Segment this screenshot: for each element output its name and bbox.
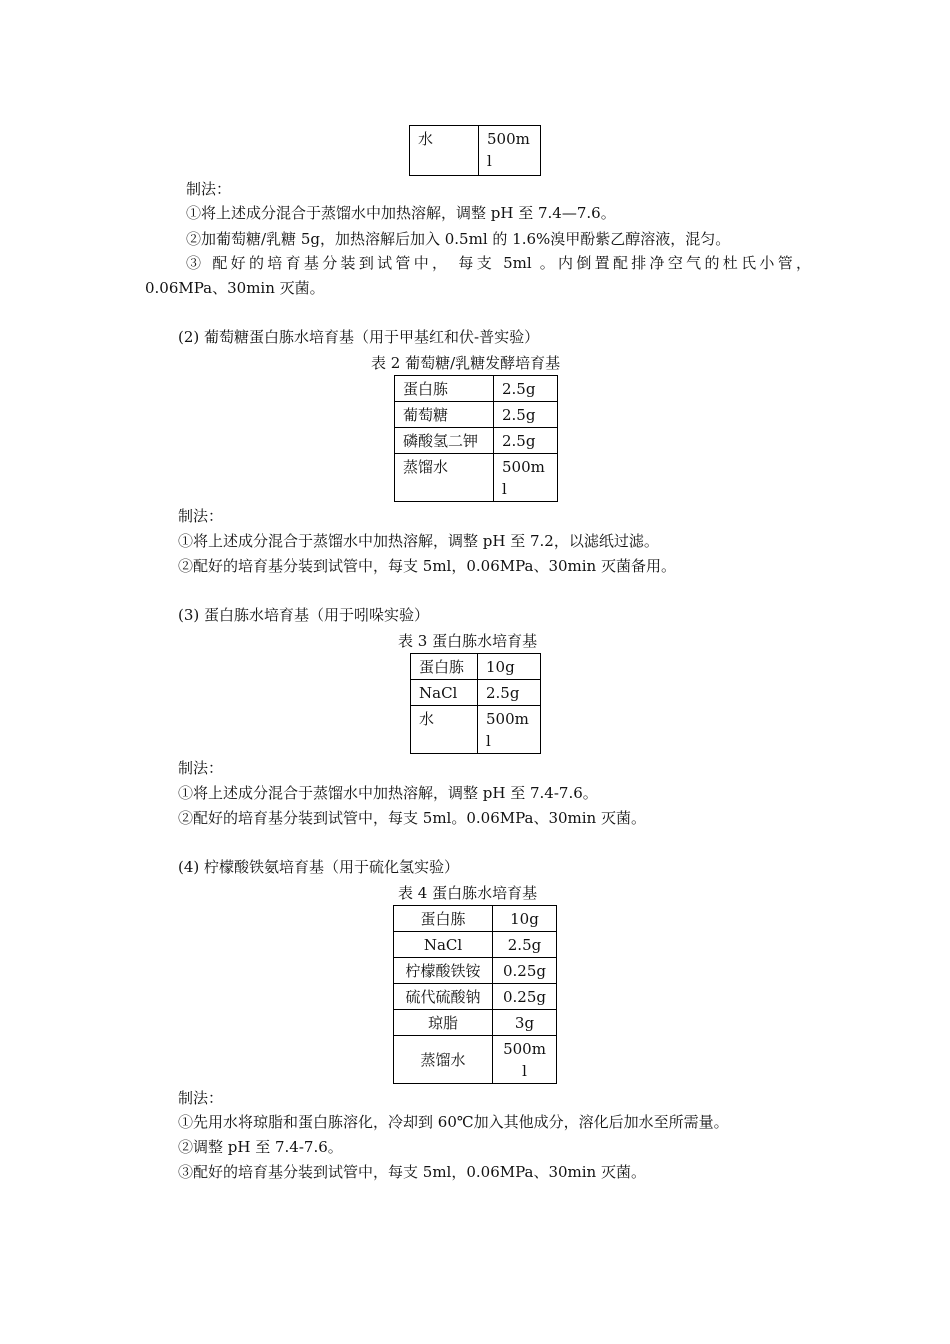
method-step: ①将上述成分混合于蒸馏水中加热溶解，调整 pH 至 7.4-7.6。 [178,784,598,802]
table-row [394,1010,557,1036]
table-cell: 蛋白胨 [411,654,478,680]
section-heading: (2) 葡萄糖蛋白胨水培育基（用于甲基红和伏-普实验） [178,328,540,346]
table-cell: 0.25g [493,984,557,1010]
method-label: 制法： [186,180,232,198]
table-cell: 0.25g [493,958,557,984]
table-row [395,402,558,428]
table-cell: 10g [493,906,557,932]
method-step: ②配好的培育基分装到试管中，每支 5ml，0.06MPa、30min 灭菌备用。 [178,557,676,575]
method-step: 0.06MPa、30min 灭菌。 [145,279,325,297]
method-step: ①先用水将琼脂和蛋白胨溶化，冷却到 60℃加入其他成分，溶化后加水至所需量。 [178,1113,729,1131]
table-3 [410,653,541,754]
method-step: ②调整 pH 至 7.4-7.6。 [178,1138,343,1156]
method-label: 制法： [178,1089,224,1107]
table-cell: 水 [410,126,479,176]
table-caption: 表 2 葡萄糖/乳糖发酵培育基 [371,354,561,372]
table-cell: 葡萄糖 [395,402,494,428]
method-label: 制法： [178,507,224,525]
method-step: ①将上述成分混合于蒸馏水中加热溶解，调整 pH 至 7.4—7.6。 [186,204,616,222]
table-cell: 硫代硫酸钠 [394,984,493,1010]
table-row [411,654,541,680]
table-cell: 琼脂 [394,1010,493,1036]
table-cell: 磷酸氢二钾 [395,428,494,454]
table-cell: 柠檬酸铁铵 [394,958,493,984]
table-2 [394,375,558,502]
method-step: ②加葡萄糖/乳糖 5g，加热溶解后加入 0.5ml 的 1.6%溴甲酚紫乙醇溶液，混匀。 [186,230,731,248]
table-cell: 2.5g [494,428,558,454]
method-step: ③ 配好的培育基分装到试管中， 每支 5ml 。内倒置配排净空气的杜氏小管， [186,254,811,272]
table-row [394,1036,557,1084]
table-cell [493,1036,557,1084]
table-row [395,454,558,502]
table-row [394,906,557,932]
cell-value: 500m l [502,458,545,498]
table-row [410,126,541,176]
table-cell: 2.5g [494,376,558,402]
method-step: ③配好的培育基分装到试管中，每支 5ml，0.06MPa、30min 灭菌。 [178,1163,646,1181]
table-cell [478,706,541,754]
table-row [394,958,557,984]
cell-value: 500m l [503,1040,546,1080]
table-cell: 2.5g [493,932,557,958]
table-cell [479,126,541,176]
section-heading: (4) 柠檬酸铁氨培育基（用于硫化氢实验） [178,858,460,876]
cell-value: 500m l [486,710,529,750]
table-row [395,376,558,402]
table-4 [393,905,557,1084]
table-row [394,932,557,958]
table-row [394,984,557,1010]
table-cell: 10g [478,654,541,680]
table-caption: 表 4 蛋白胨水培育基 [398,884,538,902]
table-row [395,428,558,454]
table-1-remainder [409,125,541,176]
table-cell: NaCl [394,932,493,958]
table-cell: 蛋白胨 [394,906,493,932]
table-caption: 表 3 蛋白胨水培育基 [398,632,538,650]
method-step: ②配好的培育基分装到试管中，每支 5ml。0.06MPa、30min 灭菌。 [178,809,646,827]
section-heading: (3) 蛋白胨水培育基（用于吲哚实验） [178,606,430,624]
table-cell: NaCl [411,680,478,706]
table-cell [494,454,558,502]
table-cell: 2.5g [478,680,541,706]
table-cell: 3g [493,1010,557,1036]
table-cell: 蒸馏水 [395,454,494,502]
table-row [411,706,541,754]
table-cell: 水 [411,706,478,754]
method-step: ①将上述成分混合于蒸馏水中加热溶解，调整 pH 至 7.2，以滤纸过滤。 [178,532,659,550]
table-cell: 2.5g [494,402,558,428]
table-cell: 蛋白胨 [395,376,494,402]
table-row [411,680,541,706]
cell-value: 500m l [487,130,530,170]
table-cell: 蒸馏水 [394,1036,493,1084]
method-label: 制法： [178,759,224,777]
